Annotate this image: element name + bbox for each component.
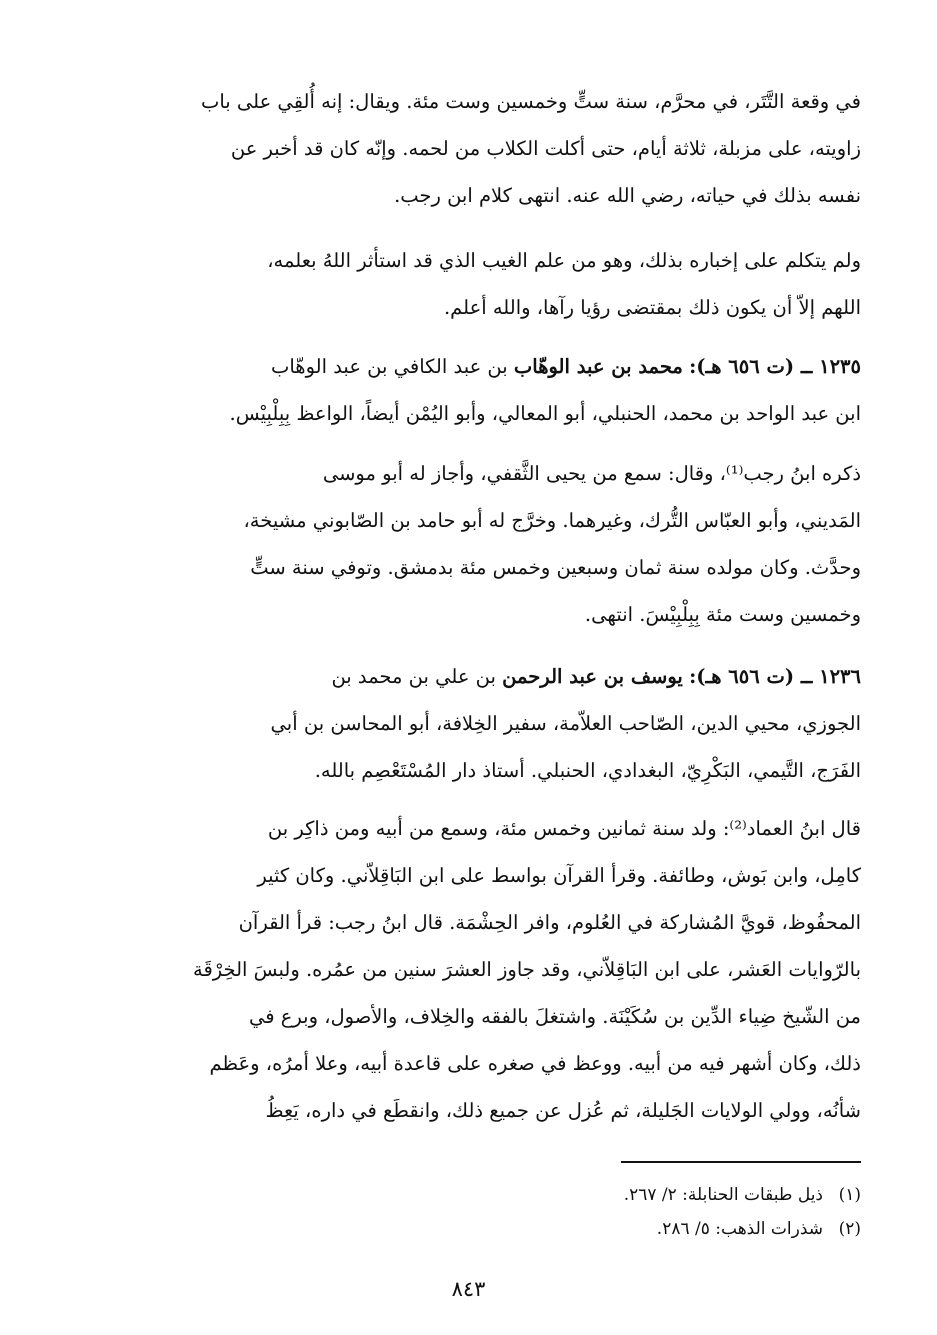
text-line: ابن عبد الواحد بن محمد، الحنبلي، أبو المعالي، وأبو اليُمْن أيضاً، الواعظ بِبِلْبِيْس. — [229, 402, 861, 425]
entry-heading-line — [75, 653, 861, 700]
entry-1236 — [75, 653, 861, 794]
paragraph-6 — [75, 805, 861, 1134]
entry-number: ١٢٣٦ ــ (ت ٦٥٦ هـ): — [689, 665, 861, 688]
entry-1235 — [75, 343, 861, 437]
entry-name-continuation: بن علي بن محمد بن — [331, 665, 496, 688]
text-line: زاويته، على مزبلة، ثلاثة أيام، حتى أكلت الكلاب من لحمه. وإنّه كان قد أخبر عن — [230, 137, 861, 160]
text-line: وحدَّث. وكان مولده سنة ثمان وسبعين وخمس مئة بدمشق. وتوفي سنة ستٍّ — [250, 556, 861, 579]
footnote-text: ذيل طبقات الحنابلة: ٢/ ٢٦٧. — [623, 1185, 823, 1205]
text-line: المحفُوظ، قويَّ المُشاركة في العُلوم، وافر الحِشْمَة. قال ابنُ رجب: قرأ القرآن — [238, 911, 861, 934]
text-line: الجوزي، محيي الدين، الصّاحب العلاّمة، سفير الخِلافة، أبو المحاسن بن أبي — [270, 712, 861, 735]
text-line: المَديني، وأبو العبّاس التُّرك، وغيرهما. وخرَّج له أبو حامد بن الصّابوني مشيخة، — [243, 509, 861, 532]
paragraph-2 — [75, 237, 861, 331]
footnote-text: شذرات الذهب: ٥/ ٢٨٦. — [656, 1219, 823, 1239]
footnotes — [75, 1178, 861, 1246]
footnote-divider — [621, 1161, 861, 1163]
text-line: ذكره ابنُ رجب⁽¹⁾، وقال: سمع من يحيى الثَّقفي، وأجاز له أبو موسى — [322, 462, 861, 485]
text-line: من الشّيخ ضِياء الدِّين بن سُكَيْنَة. واشتغلَ بالفقه والخِلاف، والأصول، وبرع في — [248, 1005, 861, 1028]
entry-heading-line — [75, 343, 861, 390]
text-line: وخمسين وست مئة بِبِلْبِيْسَ. انتهى. — [584, 603, 861, 626]
entry-name-continuation: بن عبد الكافي بن عبد الوهّاب — [270, 355, 508, 378]
paragraph-4 — [75, 450, 861, 638]
text-line: ذلك، وكان أشهر فيه من أبيه. ووعظ في صغره على قاعدة أبيه، وعلا أمرُه، وعَظم — [209, 1052, 861, 1075]
text-line: اللهم إلاّ أن يكون ذلك بمقتضى رؤيا رآها، والله أعلم. — [443, 296, 861, 319]
footnote-1 — [75, 1178, 861, 1212]
entry-name: يوسف بن عبد الرحمن — [502, 665, 683, 688]
text-line: في وقعة التَّتَر، في محرَّم، سنة ستٍّ وخمسين وست مئة. ويقال: إنه أُلقِي على باب — [200, 90, 861, 113]
paragraph-1 — [75, 78, 861, 219]
footnote-number: (٢) — [838, 1219, 861, 1239]
footnote-number: (١) — [838, 1185, 861, 1205]
entry-number: ١٢٣٥ ــ (ت ٦٥٦ هـ): — [689, 355, 861, 378]
entry-name: محمد بن عبد الوهّاب — [513, 355, 683, 378]
footnote-2 — [75, 1212, 861, 1246]
page-number: ٨٤٣ — [451, 1277, 486, 1301]
text-line: كامِل، وابن بَوش، وطائفة. وقرأ القرآن بواسط على ابن البَاقِلاّني. وكان كثير — [257, 864, 861, 887]
text-line: ولم يتكلم على إخباره بذلك، وهو من علم الغيب الذي قد استأثر اللهُ بعلمه، — [267, 249, 861, 272]
text-line: شأنُه، وولي الولايات الجَليلة، ثم عُزل عن جميع ذلك، وانقطَع في داره، يَعِظُ — [265, 1099, 861, 1122]
text-line: قال ابنُ العماد⁽²⁾: ولد سنة ثمانين وخمس مئة، وسمع من أبيه ومن ذاكِر بن — [267, 817, 861, 840]
text-line: الفَرَج، التَّيمي، البَكْرِيّ، البغدادي، الحنبلي. أستاذ دار المُسْتَعْصِم بالله. — [314, 759, 861, 782]
text-line: نفسه بذلك في حياته، رضي الله عنه. انتهى كلام ابن رجب. — [394, 184, 861, 207]
text-line: بالرّوايات العَشر، على ابن البَاقِلاّني، وقد جاوز العشرَ سنين من عمُره. ولبسَ الخِرْقَة — [192, 958, 861, 981]
